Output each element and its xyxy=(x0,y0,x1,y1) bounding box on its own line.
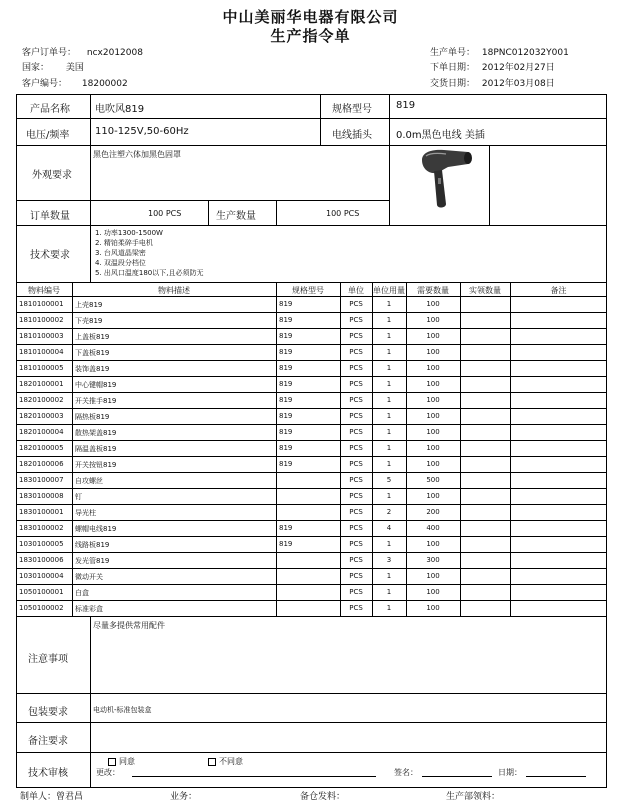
appearance-label: 外观要求 xyxy=(32,170,72,181)
plug-value: 0.0m黑色电线 美插 xyxy=(396,130,485,141)
cell-desc: 散热架盖819 xyxy=(75,429,117,437)
cell-per: 2 xyxy=(386,508,392,516)
disagree-label: 不同意 xyxy=(219,757,243,766)
divider xyxy=(16,282,607,283)
production-label: 生产部领料： xyxy=(446,792,501,802)
table-column-line xyxy=(406,282,407,616)
divider xyxy=(16,296,607,297)
document-title: 生产指令单 xyxy=(270,27,351,45)
agree-label: 同意 xyxy=(119,757,135,766)
agree-checkbox[interactable] xyxy=(108,758,116,766)
cell-code: 1810100003 xyxy=(19,332,64,340)
cell-spec: 819 xyxy=(279,444,293,452)
change-underline xyxy=(132,776,376,777)
cell-need: 100 xyxy=(426,572,440,580)
cell-need: 100 xyxy=(426,444,440,452)
company-title: 中山美丽华电器有限公司 xyxy=(222,8,399,26)
table-column-line xyxy=(460,282,461,616)
row-divider xyxy=(16,616,607,617)
row-divider xyxy=(16,504,607,505)
cell-need: 100 xyxy=(426,348,440,356)
appearance-value: 黑色注塑六体加黑色固罩 xyxy=(93,150,181,159)
cell-unit: PCS xyxy=(349,380,363,388)
cell-per: 5 xyxy=(386,476,392,484)
cell-code: 1830100006 xyxy=(19,556,64,564)
cell-unit: PCS xyxy=(349,396,363,404)
col-header-desc: 物料描述 xyxy=(158,286,190,295)
cell-spec: 819 xyxy=(279,396,293,404)
cell-code: 1030100005 xyxy=(19,540,64,548)
row-divider xyxy=(16,472,607,473)
cell-need: 100 xyxy=(426,540,440,548)
cell-per: 1 xyxy=(386,300,392,308)
cell-spec: 819 xyxy=(279,540,293,548)
tech-item: 4. 双温段分档位 xyxy=(95,259,146,267)
cell-unit: PCS xyxy=(349,492,363,500)
delivery-date-label: 交货日期： xyxy=(430,79,476,89)
cell-desc: 开关按钮819 xyxy=(75,461,117,469)
divider xyxy=(389,94,390,225)
row-divider xyxy=(16,344,607,345)
divider xyxy=(16,752,607,753)
model-label: 规格型号 xyxy=(332,104,372,115)
order-date-label: 下单日期： xyxy=(430,63,476,73)
cell-code: 1030100004 xyxy=(19,572,64,580)
order-qty-value: 100 PCS xyxy=(148,209,182,218)
cell-desc: 上壳819 xyxy=(75,301,103,309)
order-date-value: 2012年02月27日 xyxy=(481,63,555,73)
col-header-remark: 备注 xyxy=(550,286,567,295)
col-header-actual: 实领数量 xyxy=(469,286,501,295)
disagree-option[interactable] xyxy=(208,756,243,767)
cell-unit: PCS xyxy=(349,604,363,612)
row-divider xyxy=(16,488,607,489)
remark-label: 备注要求 xyxy=(28,736,68,747)
cell-need: 300 xyxy=(426,556,440,564)
cell-desc: 开关推手819 xyxy=(75,397,117,405)
form-frame xyxy=(16,94,607,788)
cell-per: 1 xyxy=(386,396,392,404)
cell-need: 100 xyxy=(426,300,440,308)
table-column-line xyxy=(372,282,373,616)
cell-code: 1810100004 xyxy=(19,348,64,356)
cell-code: 1820100002 xyxy=(19,396,64,404)
cell-unit: PCS xyxy=(349,572,363,580)
cell-spec: 819 xyxy=(279,412,293,420)
cell-unit: PCS xyxy=(349,332,363,340)
cell-desc: 隔热板819 xyxy=(75,413,110,421)
product-name-value: 电吹风819 xyxy=(95,104,145,115)
cell-need: 100 xyxy=(426,460,440,468)
cell-unit: PCS xyxy=(349,300,363,308)
cell-spec: 819 xyxy=(279,428,293,436)
cell-code: 1830100008 xyxy=(19,492,64,500)
cell-per: 1 xyxy=(386,572,392,580)
sign-label: 签名： xyxy=(394,768,418,777)
cell-unit: PCS xyxy=(349,428,363,436)
cell-code: 1830100007 xyxy=(19,476,64,484)
tech-list xyxy=(95,228,204,278)
cell-need: 100 xyxy=(426,332,440,340)
cell-per: 1 xyxy=(386,316,392,324)
cell-unit: PCS xyxy=(349,588,363,596)
row-divider xyxy=(16,536,607,537)
cell-desc: 上盖板819 xyxy=(75,333,110,341)
date-label: 日期： xyxy=(498,768,522,777)
production-no-label: 生产单号： xyxy=(430,48,476,58)
cell-spec: 819 xyxy=(279,364,293,372)
cell-spec: 819 xyxy=(279,348,293,356)
cell-per: 1 xyxy=(386,380,392,388)
cell-unit: PCS xyxy=(349,316,363,324)
cell-spec: 819 xyxy=(279,300,293,308)
cell-need: 100 xyxy=(426,316,440,324)
cell-need: 100 xyxy=(426,412,440,420)
order-date-field xyxy=(430,60,555,73)
voltage-label: 电压/频率 xyxy=(26,130,70,141)
cell-per: 1 xyxy=(386,332,392,340)
tech-item: 2. 精铂柔碎手电机 xyxy=(95,239,153,247)
cell-code: 1830100001 xyxy=(19,508,64,516)
row-divider xyxy=(16,408,607,409)
cell-code: 1830100002 xyxy=(19,524,64,532)
cell-per: 1 xyxy=(386,428,392,436)
col-header-per: 单位用量 xyxy=(373,286,405,295)
tech-item: 3. 台风道晶梁密 xyxy=(95,249,146,257)
cell-code: 1820100001 xyxy=(19,380,64,388)
customer-order-label: 客户订单号： xyxy=(22,48,77,58)
cell-spec: 819 xyxy=(279,316,293,324)
delivery-date-value: 2012年03月08日 xyxy=(481,79,555,89)
cell-per: 1 xyxy=(386,412,392,420)
cell-per: 3 xyxy=(386,556,392,564)
tech-label: 技术要求 xyxy=(30,250,70,261)
cell-spec: 819 xyxy=(279,524,293,532)
cell-spec: 819 xyxy=(279,380,293,388)
cell-per: 1 xyxy=(386,540,392,548)
packing-value: 电动机-标准包装盒 xyxy=(93,706,152,714)
cell-unit: PCS xyxy=(349,348,363,356)
col-header-need: 需要数量 xyxy=(417,286,449,295)
tech-item: 5. 出风口温度180以下,且必须防无 xyxy=(95,269,204,277)
table-column-line xyxy=(510,282,511,616)
creator-value: 曾君昌 xyxy=(56,792,84,802)
cell-spec: 819 xyxy=(279,460,293,468)
order-qty-label: 订单数量 xyxy=(30,211,70,222)
divider xyxy=(16,118,607,119)
cell-unit: PCS xyxy=(349,476,363,484)
divider xyxy=(320,94,321,145)
cell-desc: 螺帽电线819 xyxy=(75,525,117,533)
cell-desc: 中心键帽819 xyxy=(75,381,117,389)
creator-label: 制单人： xyxy=(20,792,57,802)
cell-desc: 自攻螺丝 xyxy=(75,477,103,485)
row-divider xyxy=(16,584,607,585)
cell-unit: PCS xyxy=(349,524,363,532)
date-underline xyxy=(526,776,586,777)
cell-need: 100 xyxy=(426,364,440,372)
cell-desc: 导光柱 xyxy=(75,509,96,517)
cell-code: 1820100006 xyxy=(19,460,64,468)
cell-desc: 线路板819 xyxy=(75,541,110,549)
table-column-line xyxy=(72,282,73,616)
cell-desc: 下壳819 xyxy=(75,317,103,325)
cell-unit: PCS xyxy=(349,540,363,548)
country-field xyxy=(22,60,84,73)
cell-desc: 白盒 xyxy=(75,589,89,597)
cell-desc: 标准彩盒 xyxy=(75,605,103,613)
cell-code: 1820100004 xyxy=(19,428,64,436)
row-divider xyxy=(16,456,607,457)
cell-unit: PCS xyxy=(349,364,363,372)
disagree-checkbox[interactable] xyxy=(208,758,216,766)
cell-need: 100 xyxy=(426,428,440,436)
review-label: 技术审核 xyxy=(28,768,68,779)
sign-underline xyxy=(422,776,492,777)
production-no-value: 18PNC012032Y001 xyxy=(481,48,569,58)
cell-need: 200 xyxy=(426,508,440,516)
cell-unit: PCS xyxy=(349,444,363,452)
cell-desc: 装饰盖819 xyxy=(75,365,110,373)
attention-label: 注意事项 xyxy=(28,654,68,665)
row-divider xyxy=(16,328,607,329)
table-column-line xyxy=(276,282,277,616)
cell-per: 1 xyxy=(386,348,392,356)
cell-need: 100 xyxy=(426,492,440,500)
cell-desc: 钉 xyxy=(75,493,82,501)
packing-label: 包装要求 xyxy=(28,707,68,718)
prod-qty-label: 生产数量 xyxy=(216,211,256,222)
cell-unit: PCS xyxy=(349,556,363,564)
divider xyxy=(208,200,209,225)
divider xyxy=(276,200,277,225)
cell-unit: PCS xyxy=(349,412,363,420)
cell-code: 1810100002 xyxy=(19,316,64,324)
cell-code: 1820100005 xyxy=(19,444,64,452)
divider xyxy=(16,693,607,694)
cell-code: 1050100001 xyxy=(19,588,64,596)
cell-code: 1050100002 xyxy=(19,604,64,612)
row-divider xyxy=(16,520,607,521)
delivery-date-field xyxy=(430,76,555,89)
col-header-code: 物料编号 xyxy=(28,286,60,295)
row-divider xyxy=(16,376,607,377)
divider xyxy=(16,722,607,723)
row-divider xyxy=(16,392,607,393)
cell-need: 100 xyxy=(426,396,440,404)
cell-desc: 发光管819 xyxy=(75,557,110,565)
cell-spec: 819 xyxy=(279,332,293,340)
row-divider xyxy=(16,568,607,569)
cell-code: 1820100003 xyxy=(19,412,64,420)
cell-need: 100 xyxy=(426,588,440,596)
divider xyxy=(90,94,91,282)
country-value: 美国 xyxy=(65,63,84,73)
change-label: 更改： xyxy=(96,768,120,777)
row-divider xyxy=(16,440,607,441)
attention-value: 尽量多提供常用配件 xyxy=(93,621,165,630)
col-header-spec: 规格型号 xyxy=(292,286,324,295)
cell-need: 100 xyxy=(426,604,440,612)
purchase-label: 备仓发料： xyxy=(300,792,346,802)
divider xyxy=(16,200,389,201)
cell-per: 1 xyxy=(386,460,392,468)
cell-per: 4 xyxy=(386,524,392,532)
row-divider xyxy=(16,424,607,425)
cell-per: 1 xyxy=(386,492,392,500)
customer-order-value: ncx2012008 xyxy=(86,48,143,58)
customer-no-value: 18200002 xyxy=(81,79,128,89)
cell-need: 100 xyxy=(426,380,440,388)
cell-per: 1 xyxy=(386,588,392,596)
cell-unit: PCS xyxy=(349,460,363,468)
row-divider xyxy=(16,360,607,361)
col-header-unit: 单位 xyxy=(348,286,364,295)
cell-per: 1 xyxy=(386,364,392,372)
customer-no-label: 客户编号： xyxy=(22,79,68,89)
cell-per: 1 xyxy=(386,444,392,452)
cell-code: 1810100005 xyxy=(19,364,64,372)
row-divider xyxy=(16,552,607,553)
sales-label: 业务： xyxy=(170,792,198,802)
product-photo xyxy=(418,146,474,212)
model-value: 819 xyxy=(396,100,416,111)
customer-order-field xyxy=(22,45,143,58)
agree-option[interactable] xyxy=(108,756,135,767)
divider xyxy=(90,616,91,788)
customer-no-field xyxy=(22,76,128,89)
table-column-line xyxy=(340,282,341,616)
cell-unit: PCS xyxy=(349,508,363,516)
plug-label: 电线插头 xyxy=(332,130,372,141)
cell-code: 1810100001 xyxy=(19,300,64,308)
divider xyxy=(16,145,607,146)
divider xyxy=(489,145,490,225)
row-divider xyxy=(16,312,607,313)
product-name-label: 产品名称 xyxy=(30,104,70,115)
cell-need: 400 xyxy=(426,524,440,532)
voltage-value: 110-125V,50-60Hz xyxy=(95,126,189,137)
cell-need: 500 xyxy=(426,476,440,484)
production-no-field xyxy=(430,45,569,58)
cell-desc: 下盖板819 xyxy=(75,349,110,357)
cell-desc: 微动开关 xyxy=(75,573,103,581)
row-divider xyxy=(16,600,607,601)
prod-qty-value: 100 PCS xyxy=(326,209,360,218)
divider xyxy=(16,225,607,226)
cell-desc: 隔温盖板819 xyxy=(75,445,117,453)
tech-item: 1. 功率1300-1500W xyxy=(95,229,163,237)
creator-field xyxy=(20,789,83,802)
country-label: 国家： xyxy=(22,63,50,73)
cell-per: 1 xyxy=(386,604,392,612)
